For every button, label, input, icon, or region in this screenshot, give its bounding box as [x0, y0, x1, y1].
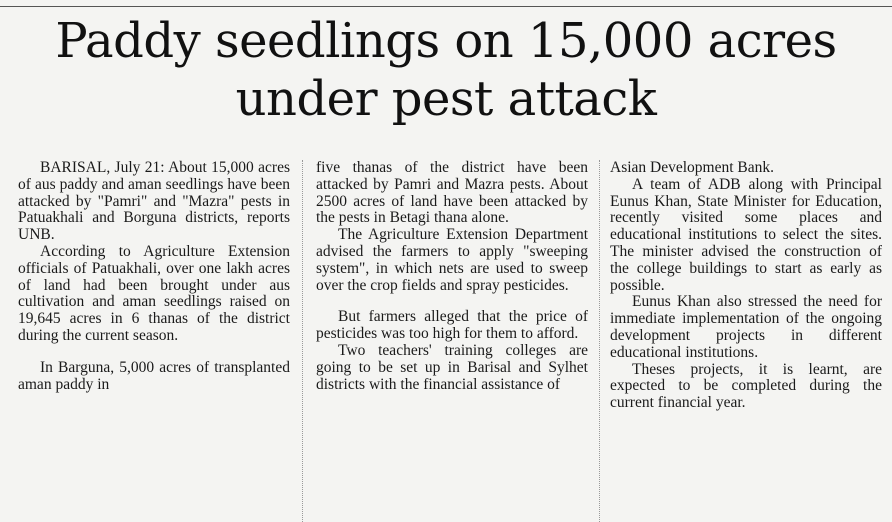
paragraph: In Barguna, 5,000 acres of transplanted aman paddy in [18, 358, 290, 393]
column-divider [599, 160, 600, 522]
paragraph: five thanas of the district have been attacked by Pamri and Mazra pests. About 2500 acres of land have been attacked by the pests in Betagi thana alone. [316, 160, 588, 227]
paragraph: Asian Development Bank. [610, 160, 775, 176]
paragraph: According to Agriculture Extension officials of Patuakhali, over one lakh acres of land had been brought under aus cultivation and aman seedlings raised on 19,645 acres in 6 thanas of the district during the current season. [18, 242, 290, 344]
paragraph: Theses projects, it is learnt, are expected to be completed during the current financial year. [610, 360, 882, 412]
headline-line-2: under pest attack [235, 71, 657, 127]
paragraph: But farmers alleged that the price of pesticides was too high for them to afford. [316, 308, 588, 343]
paragraph: A team of ADB along with Principal Eunus Khan, State Minister for Education, recently visited some places and educational institutions to select the sites. The minister advised the construction of the college buildings to start as early as possible. [610, 175, 882, 294]
article-column-2 [316, 160, 588, 522]
top-rule [0, 0, 892, 7]
column-divider [302, 160, 303, 522]
headline [0, 12, 892, 128]
paragraph: Two teachers' training colleges are going to be set up in Barisal and Sylhet districts with the financial assistance of [316, 341, 588, 393]
headline-line-1: Paddy seedlings on 15,000 acres [55, 13, 837, 69]
paragraph: The Agriculture Extension Department advised the farmers to apply "sweeping system", in which nets are used to sweep over the crop fields and spray pesticides. [316, 226, 588, 294]
paragraph: BARISAL, July 21: About 15,000 acres of aus paddy and aman seedlings have been attacked by "Pamri" and "Mazra" pests in Patuakhali and Borguna districts, reports UNB. [18, 160, 290, 244]
article-column-3 [610, 160, 882, 522]
paragraph: Eunus Khan also stressed the need for immediate implementation of the ongoing development projects in different educational institutions. [610, 293, 882, 361]
article-column-1 [18, 160, 290, 522]
